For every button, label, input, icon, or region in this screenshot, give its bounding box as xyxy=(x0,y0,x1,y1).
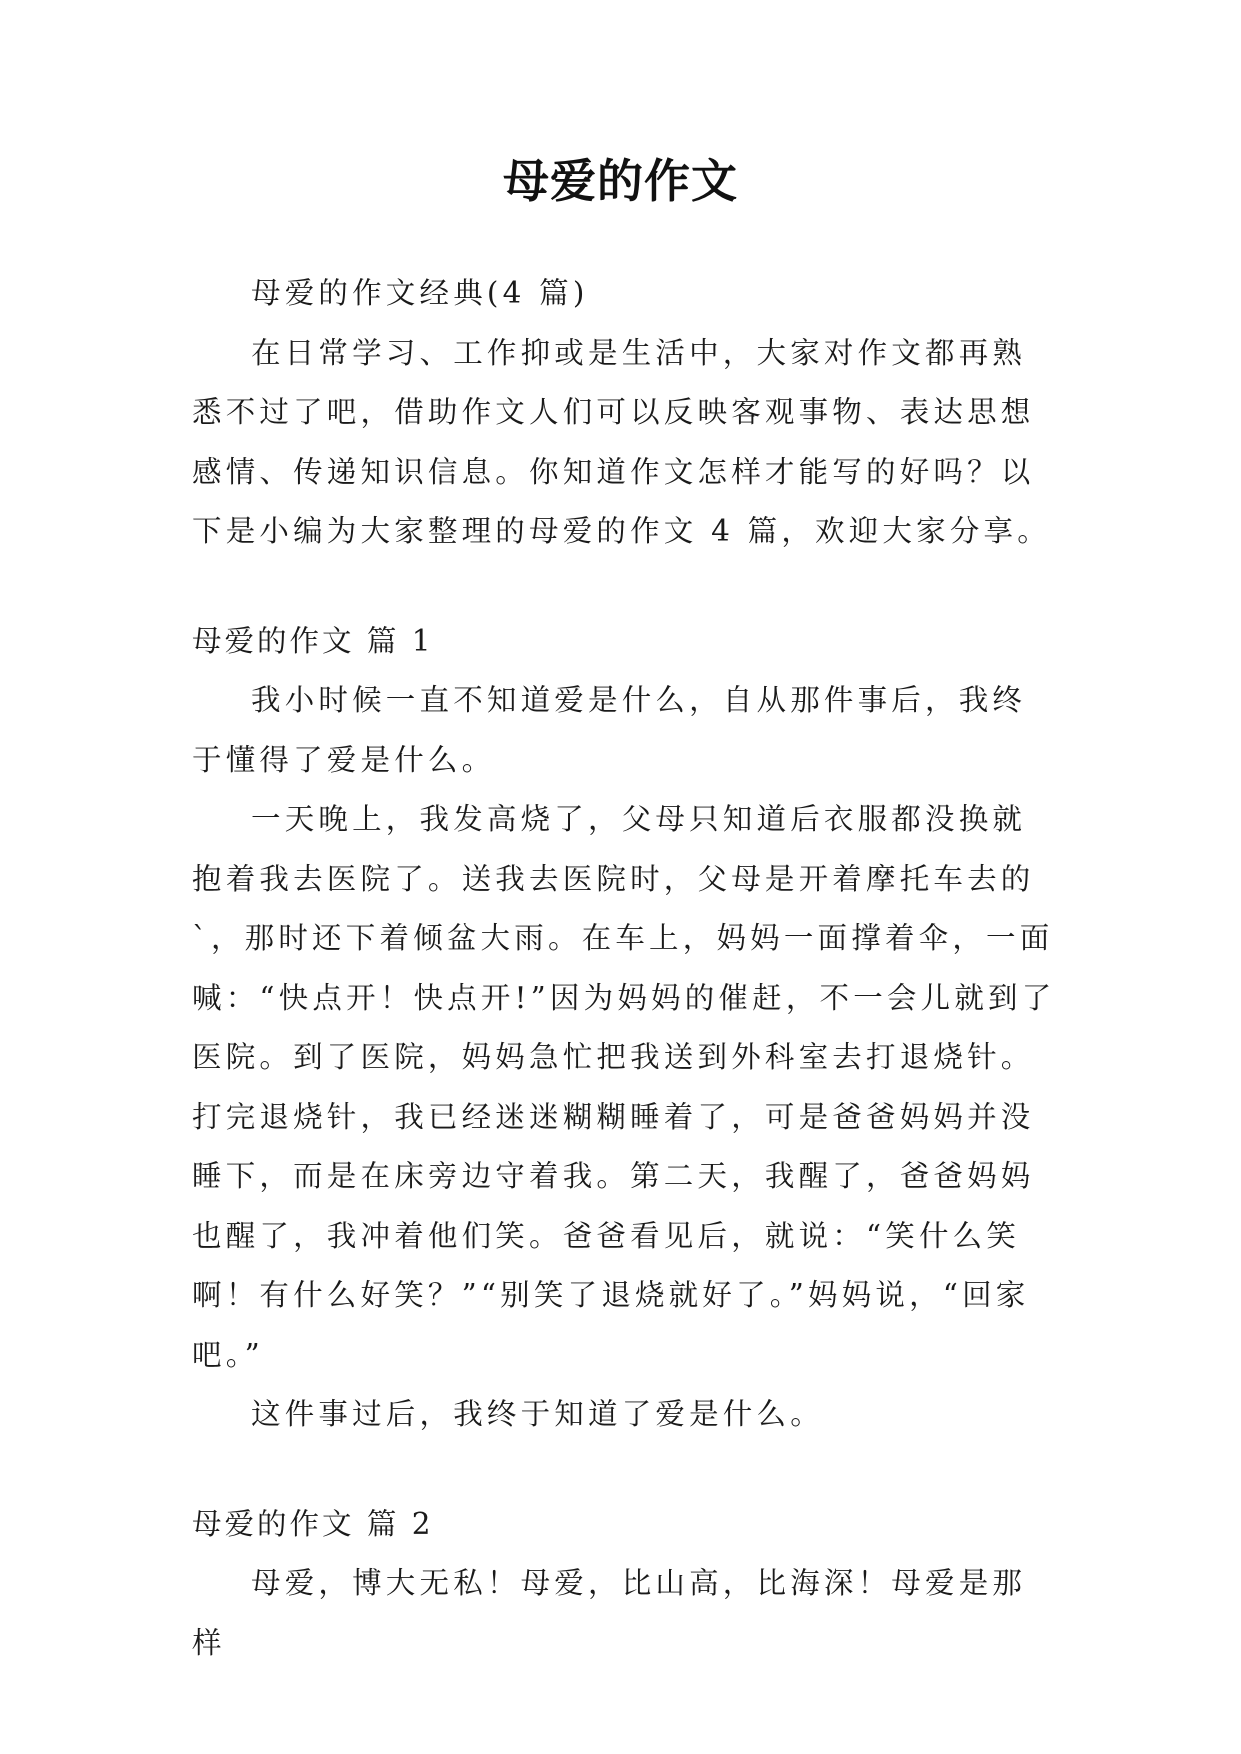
section-2-paragraph-1: 母爱，博大无私！母爱，比山高，比海深！母爱是那样 xyxy=(192,1566,1027,1660)
section-1-paragraph-3: 这件事过后，我终于知道了爱是什么。 xyxy=(251,1397,824,1431)
document-body xyxy=(192,264,1058,1673)
section-1-paragraph-2: 一天晚上，我发高烧了，父母只知道后衣服都没换就抱着我去医院了。送我去医院时，父母是开着摩托车去的`，那时还下着倾盆大雨。在车上，妈妈一面撑着伞，一面喊：“快点开！快点开!”因为妈妈的催赶，不一会儿就到了医院。到了医院，妈妈急忙把我送到外科室去打退烧针。打完退烧针，我已经迷迷糊糊睡着了，可是爸爸妈妈并没睡下，而是在床旁边守着我。第二天，我醒了，爸爸妈妈也醒了，我冲着他们笑。爸爸看见后，就说：“笑什么笑啊！有什么好笑？”“别笑了退烧就好了。”妈妈说，“回家吧。” xyxy=(192,802,1056,1372)
intro-heading: 母爱的作文经典(4 篇) xyxy=(251,276,589,310)
section-2-heading: 母爱的作文 篇 2 xyxy=(192,1506,434,1541)
document-title: 母爱的作文 xyxy=(503,154,738,208)
intro-paragraph: 在日常学习、工作抑或是生活中，大家对作文都再熟悉不过了吧，借助作文人们可以反映客观事物、表达思想感情、传递知识信息。你知道作文怎样才能写的好吗？以下是小编为大家整理的母爱的作文 4 篇，欢迎大家分享。 xyxy=(192,335,1051,548)
section-1-heading: 母爱的作文 篇 1 xyxy=(192,623,434,658)
section-1-paragraph-1: 我小时候一直不知道爱是什么，自从那件事后，我终于懂得了爱是什么。 xyxy=(192,683,1027,777)
